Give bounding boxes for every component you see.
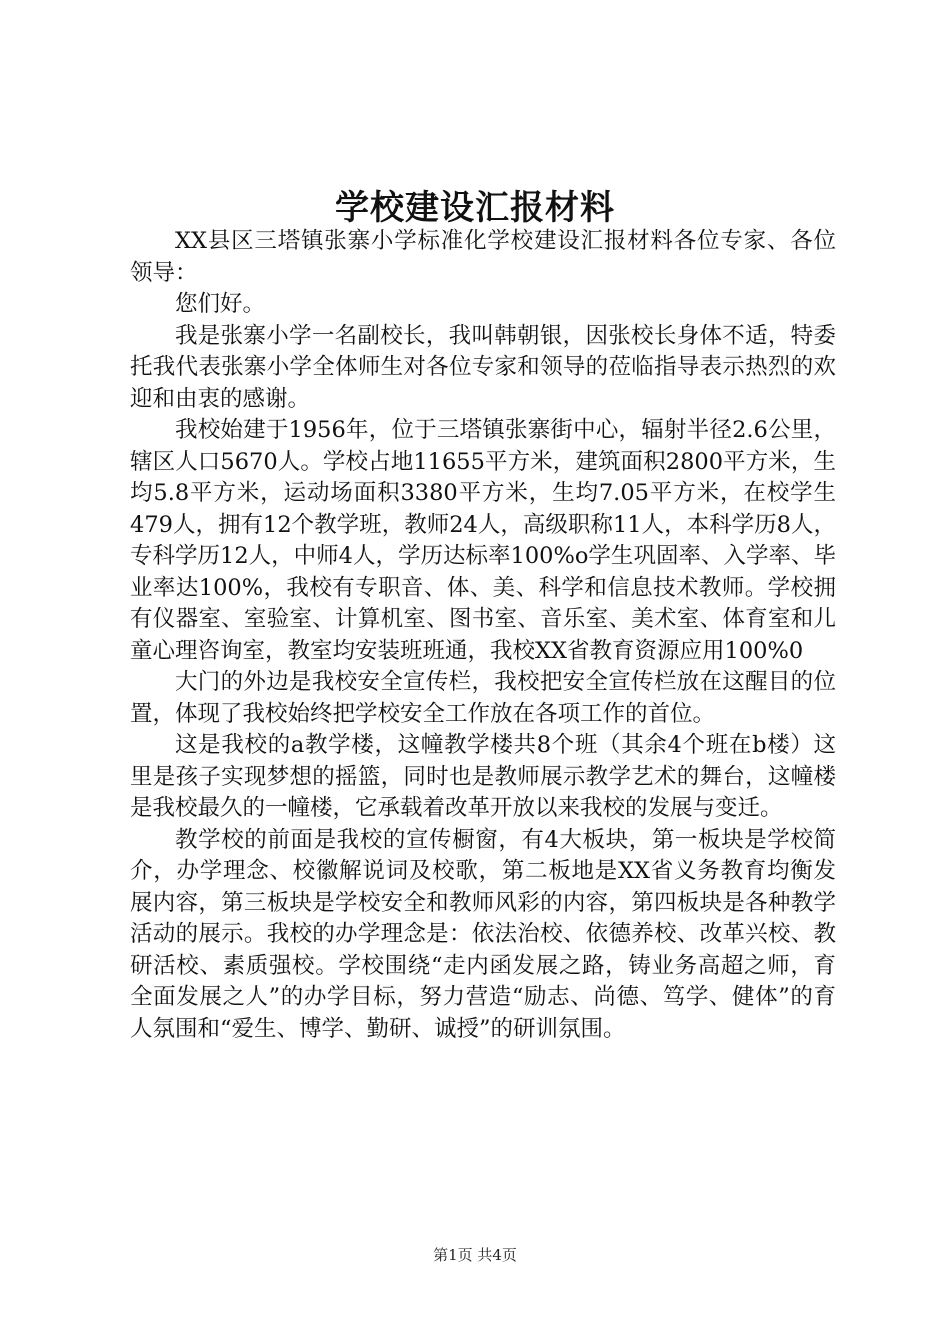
page-number-footer: 第1页 共4页 xyxy=(433,1246,517,1264)
paragraph-self-introduction: 我是张寨小学一名副校长，我叫韩朝银，因张校长身体不适，特委托我代表张寨小学全体师生对各位专家和领导的莅临指导表示热烈的欢迎和由衷的感谢。 xyxy=(130,322,836,412)
paragraph-intro: XX县区三塔镇张寨小学标准化学校建设汇报材料各位专家、各位领导： xyxy=(130,228,836,286)
document-title: 学校建设汇报材料 xyxy=(335,188,615,228)
paragraph-school-overview: 我校始建于1956年，位于三塔镇张寨街中心，辐射半径2.6公里，辖区人口5670人。学校占地11655平方米，建筑面积2800平方米，生均5.8平方米，运动场面积3380平方米，生均7.05平方米，在校学生479人，拥有12个教学班，教师24人，高级职称11人，本科学历8人，专科学历12人，中师4人，学历达标率100%o学生巩固率、入学率、毕业率达100%，我校有专职音、体、美、科学和信息技术教师。学校拥有仪器室、室验室、计算机室、图书室、音乐室、美术室、体育室和儿童心理咨询室，教室均安装班班通，我校XX省教育资源应用100%0 xyxy=(130,417,836,664)
document-body xyxy=(130,226,836,1045)
paragraph-building-a: 这是我校的a教学楼，这幢教学楼共8个班（其余4个班在b楼）这里是孩子实现梦想的摇篮，同时也是教师展示教学艺术的舞台，这幢楼是我校最久的一幢楼，它承载着改革开放以来我校的发展与变迁。 xyxy=(130,732,836,821)
paragraph-safety-board: 大门的外边是我校安全宣传栏，我校把安全宣传栏放在这醒目的位置，体现了我校始终把学校安全工作放在各项工作的首位。 xyxy=(130,669,836,727)
paragraph-display-window: 教学校的前面是我校的宣传橱窗，有4大板块，第一板块是学校简介，办学理念、校徽解说词及校歌，第二板地是XX省义务教育均衡发展内容，第三板块是学校安全和教师风彩的内容，第四板块是各种教学活动的展示。我校的办学理念是：依法治校、依德养校、改革兴校、教研活校、素质强校。学校围绕“走内函发展之路，铸业务高超之师，育全面发展之人”的办学目标，努力营造“励志、尚德、笃学、健体”的育人氛围和“爱生、博学、勤研、诚授”的研训氛围。 xyxy=(130,826,836,1042)
paragraph-greeting: 您们好。 xyxy=(175,291,266,317)
